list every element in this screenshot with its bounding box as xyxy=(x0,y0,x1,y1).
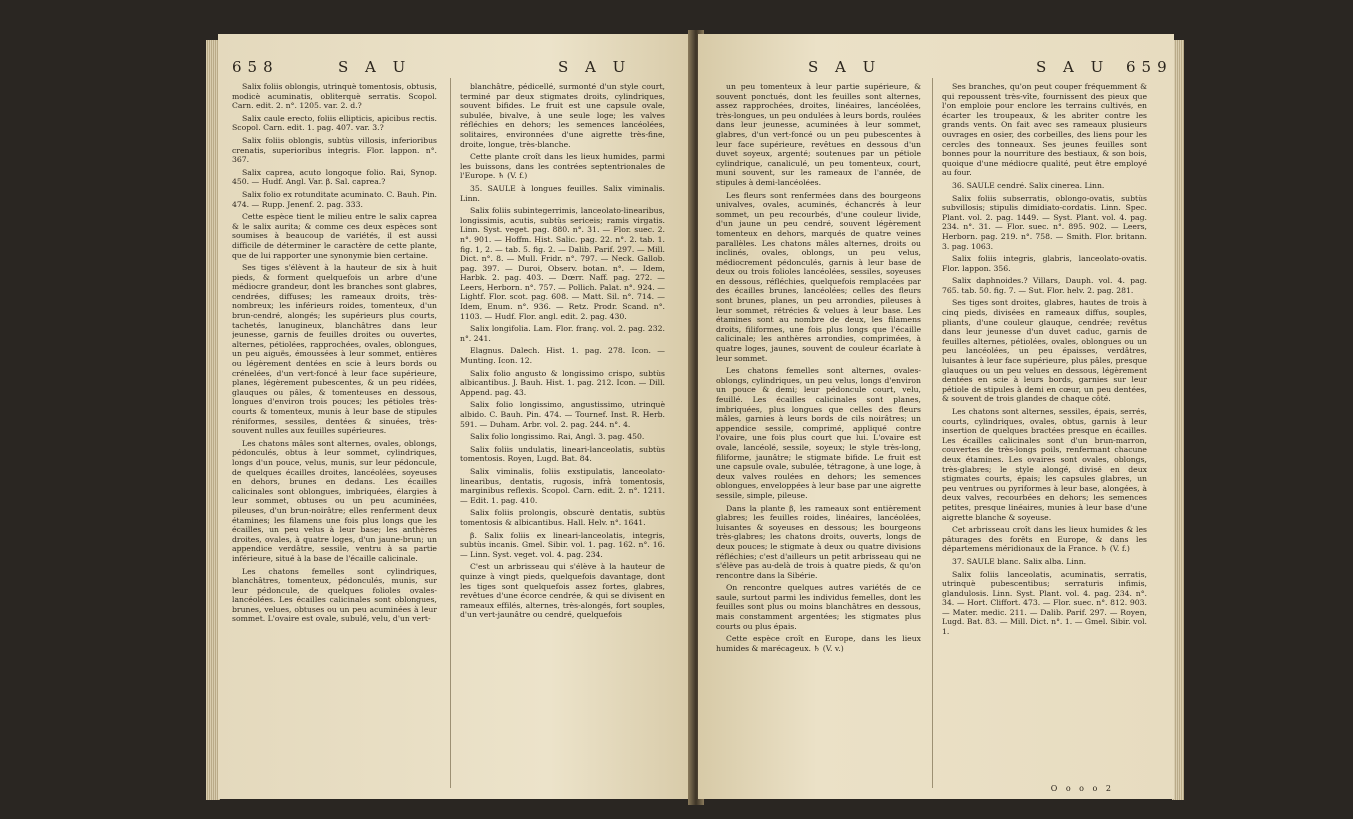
paragraph: blanchâtre, pédicellé, surmonté d'un style court, terminé par deux stigmates droits, cylindriques, souvent bifides. Le fruit est une capsule ovale, subulée, bivalve, à une seule loge; les valves réfléchies en dehors; les semences lancéolées, solitaires, environnées d'une aigrette très-fine, droite, longue, très-blanche. xyxy=(460,82,665,149)
column-rule xyxy=(932,78,933,788)
paragraph: Salix caule erecto, foliis ellipticis, apicibus rectis. Scopol. Carn. edit. 1. pag. 407. var. 3.? xyxy=(232,113,437,133)
right-column-1 xyxy=(716,82,921,787)
paragraph: Salix folio ex rotunditate acuminato. C. Bauh. Pin. 474. — Rupp. Jenenf. 2. pag. 333. xyxy=(232,189,437,209)
paragraph: un peu tomenteux à leur partie supérieure, & souvent ponctués, dont les feuilles sont alternes, assez rapprochées, droites, linéaires, lancéolées, très-longues, un peu ondulées à leurs bords, roulées dans leur jeunesse, acuminées à leur sommet, glabres, d'un vert-foncé ou un peu pubescentes à leur face supérieure, revêtues en dessous d'un duvet soyeux, argenté; soutenues par un pétiole cylindrique, canaliculé, un peu tomenteux, court, muni souvent, sur les rameaux de l'année, de stipules à demi-lancéolées. xyxy=(716,82,921,187)
paragraph: Les chatons femelles sont cylindriques, blanchâtres, tomenteux, pédonculés, munis, sur leur pédoncule, de quelques folioles ovales-lancéolées. Les écailles calicinales sont oblongues, brunes, velues, obtuses ou un peu acuminées à leur sommet. L'ovaire est ovale, subulé, velu, d'un vert- xyxy=(232,566,437,624)
paragraph: Salix foliis integris, glabris, lanceolato-ovatis. Flor. lappon. 356. xyxy=(942,254,1147,273)
right-page-number: 659 xyxy=(1126,58,1173,76)
paragraph: Salix foliis subserratis, oblongo-ovatis, subtùs subvillosis; stipulis dimidiato-cordatis. Linn. Spec. Plant. vol. 2. pag. 1449. — Syst. Plant. vol. 4. pag. 234. n°. 31. — Flor. suec. n°. 895. 902. — Leers, Herborn. pag. 219. n°. 758. — Smith. Flor. britann. 3. pag. 1063. xyxy=(942,193,1147,251)
paragraph: 35. SAULE à longues feuilles. Salix viminalis. Linn. xyxy=(460,183,665,203)
signature-mark: O o o o 2 xyxy=(1050,784,1114,793)
paragraph: Les chatons mâles sont alternes, ovales, oblongs, pédonculés, obtus à leur sommet, cylindriques, longs d'un pouce, velus, munis, sur leur pédoncule, de quelques écailles droites, lancéolées, soyeuses en dehors, brunes en dedans. Les écailles calicinales sont oblongues, imbriquées, élargies à leur sommet, obtuses ou un peu acuminées, pileuses, d'un brun-noirâtre; elles renferment deux étamines; les filamens une fois plus longs que les écailles, un peu velus à leur base; les anthères droites, ovales, à quatre loges, d'un jaune-brun; un appendice verdâtre, sessile, ventru à sa partie inférieure, situé à la base de l'écaille calicinale. xyxy=(232,438,437,563)
column-rule xyxy=(450,78,451,788)
paragraph: 36. SAULE cendré. Salix cinerea. Linn. xyxy=(952,180,1105,190)
paragraph: Salix foliis prolongis, obscurè dentatis, subtùs tomentosis & albicantibus. Hall. Helv. n°. 1641. xyxy=(460,508,665,527)
paragraph: Ses tiges s'élèvent à la hauteur de six à huit pieds, & forment quelquefois un arbre d'une médiocre grandeur, dont les branches sont glabres, cendrées, diffuses; les rameaux droits, très-nombreux; les inférieurs roides, tomenteux, d'un brun-cendré, alongés; les supérieurs plus courts, tachetés, lanugineux, blanchâtres dans leur jeunesse, garnis de feuilles droites ou ouvertes, alternes, pétiolées, rapprochées, ovales, oblongues, un peu aiguës, émoussées à leur sommet, entières ou légèrement dentées en scie à leurs bords ou crénelées, d'un vert-foncé à leur face supérieure, planes, légèrement pubescentes, & un peu ridées, glauques ou pâles, & tomenteuses en dessous, longues d'environ trois pouces; les pétioles très-courts & tomenteux, munis à leur base de stipules réniformes, sessiles, dentées & sinuées, très-souvent nulles aux feuilles supérieures. xyxy=(232,263,437,436)
paragraph: Salix foliis lanceolatis, acuminatis, serratis, utrinquè pubescentibus; serraturis infimis, glandulosis. Linn. Syst. Plant. vol. 4. pag. 234. n°. 34. — Hort. Cliffort. 473. — Flor. suec. n°. 812. 903. — Mater. medic. 211. — Dalib. Parif. 297. — Royen, Lugd. Bat. 83. — Mill. Dict. n°. 1. — Gmel. Sibir. vol. 1. xyxy=(942,569,1147,637)
paragraph: Les fleurs sont renfermées dans des bourgeons univalves, ovales, acuminés, échancrés à leur sommet, un peu recourbés, d'une couleur livide, d'un jaune un peu cendré, souvent légèrement tomenteux en dehors, marqués de quatre veines parallèles. Les chatons mâles alternes, droits ou inclinés, ovales, oblongs, un peu velus, médiocrement pédonculés, garnis à leur base de deux ou trois folioles lancéolées, sessiles, soyeuses en dessous, réfléchies, quelquefois remplacées par des écailles brunes, lancéolées; celles des fleurs sont brunes, planes, un peu arrondies, pileuses à leur sommet, rétrécies & velues à leur base. Les étamines sont au nombre de deux, les filamens droits, filiformes, une fois plus longs que l'écaille calicinale; les anthères arrondies, comprimées, à quatre loges, jaunes, souvent de couleur écarlate à leur sommet. xyxy=(716,190,921,363)
paragraph: Salix folio angusto & longissimo crispo, subtùs albicantibus. J. Bauh. Hist. 1. pag. 212. Icon. — Dill. Append. pag. 43. xyxy=(460,368,665,397)
paragraph: Salix folio longissimo, angustissimo, utrinquè albido. C. Bauh. Pin. 474. — Tournef. Inst. R. Herb. 591. — Duham. Arbr. vol. 2. pag. 244. n°. 4. xyxy=(460,400,665,429)
paragraph: Dans la plante β, les rameaux sont entièrement glabres; les feuilles roides, linéaires, lancéolées, luisantes & soyeuses en dessous; les bourgeons très-glabres; les chatons droits, ouverts, longs de deux pouces; le stigmate à deux ou quatre divisions réfléchies; c'est d'ailleurs un petit arbrisseau qui ne s'élève pas au-delà de trois à quatre pieds, & qu'on rencontre dans la Sibérie. xyxy=(716,503,921,580)
right-running-head: S A U xyxy=(808,58,882,76)
paragraph: Salix viminalis, foliis exstipulatis, lanceolato-linearibus, dentatis, rugosis, infrà tomentosis, marginibus reflexis. Scopol. Carn. edit. 2. n°. 1211. — Edit. 1. pag. 410. xyxy=(460,466,665,505)
left-column-1 xyxy=(232,82,437,787)
paragraph: Salix longifolia. Lam. Flor. franç. vol. 2. pag. 232. n°. 241. xyxy=(460,324,665,343)
paragraph: On rencontre quelques autres variétés de ce saule, surtout parmi les individus femelles, dont les feuilles sont plus ou moins blanchâtres en dessous, mais constamment argentées; les stigmates plus courts ou plus épais. xyxy=(716,583,921,631)
paragraph: Salix foliis oblongis, subtùs villosis, inferioribus crenatis, superioribus integris. Flor. lappon. n°. 367. xyxy=(232,135,437,165)
paragraph: Ses branches, qu'on peut couper fréquemment & qui repoussent très-vîte, fournissent des pieux que l'on emploie pour enclore les terrains cultivés, en écarter les troupeaux, & les abriter contre les grands vents. On fait avec ses rameaux plusieurs ouvrages en osier, des corbeilles, des liens pour les cercles des tonneaux. Ses jeunes feuilles sont bonnes pour la nourriture des bestiaux, & son bois, quoique d'une médiocre qualité, peut être employé au four. xyxy=(942,82,1147,178)
paragraph: β. Salix foliis ex lineari-lanceolatis, integris, subtùs incanis. Gmel. Sibir. vol. 1. pag. 162. n°. 16. — Linn. Syst. veget. vol. 4. pag. 234. xyxy=(460,530,665,559)
right-running-head-2: S A U xyxy=(1036,58,1110,76)
paragraph: Salix foliis subintegerrimis, lanceolato-linearibus, longissimis, acutis, subtùs sericeis; ramis virgatis. Linn. Syst. veget. pag. 880. n°. 31. — Flor. suec. 2. n°. 901. — Hoffm. Hist. Salic. pag. 22. n°. 2. tab. 1. fig. 1, 2. — tab. 5. fig. 2. — Dalib. Parif. 297. — Mill. Dict. n°. 8. — Mull. Fridr. n°. 797. — Neck. Gallob. pag. 397. — Duroi, Observ. botan. n°. — Idem, Harbk. 2. pag. 403. — Dœrr. Naff. pag. 272. — Leers, Herborn. n°. 757. — Pollich. Palat. n°. 924. — Lightf. Flor. scot. pag. 608. — Matt. Sil. n°. 714. — Idem, Enum. n°. 936. — Retz. Prodr. Scand. n°. 1103. — Hudf. Flor. angl. edit. 2. pag. 430. xyxy=(460,206,665,321)
left-page xyxy=(218,34,692,799)
paragraph: Ses tiges sont droites, glabres, hautes de trois à cinq pieds, divisées en rameaux diffus, souples, pliants, d'une couleur glauque, cendrée; revêtus dans leur jeunesse d'un duvet caduc, garnis de feuilles alternes, pétiolées, ovales, oblongues ou un peu lancéolées, un peu épaisses, verdâtres, luisantes à leur face supérieure, plus pâles, presque glauques ou un peu velues en dessous, légèrement dentées en scie à leurs bords, garnies sur leur pétiole de stipules à demi en cœur, un peu dentées, & souvent de trois glandes de chaque côté. xyxy=(942,298,1147,404)
paragraph: Salix foliis oblongis, utrinquè tomentosis, obtusis, modicè acuminatis, obliterquè serratis. Scopol. Carn. edit. 2. n°. 1205. var. 2. d.? xyxy=(232,82,437,111)
left-running-head-2: S A U xyxy=(558,58,632,76)
paragraph: 37. SAULE blanc. Salix alba. Linn. xyxy=(952,556,1087,566)
paragraph: Les chatons sont alternes, sessiles, épais, serrés, courts, cylindriques, ovales, obtus, garnis à leur insertion de quelques bractées presque en écailles. Les écailles calicinales sont d'un brun-marron, couvertes de très-longs poils, renfermant chacune deux étamines. Les ovaires sont ovales, oblongs, très-glabres; le style alongé, divisé en deux stigmates courts, épais; les capsules glabres, un peu ventrues ou pyriformes à leur base, alongées, à deux valves, recourbées en dehors; les semences petites, presque linéaires, munies à leur base d'une aigrette blanche & soyeuse. xyxy=(942,407,1147,522)
paragraph: Cette espèce tient le milieu entre le salix caprea & le salix aurita; & comme ces deux espèces sont soumises à beaucoup de variétés, il est aussi difficile de déterminer le caractère de cette plante, que de lui rapporter une synonymie bien certaine. xyxy=(232,212,437,260)
paragraph: Les chatons femelles sont alternes, ovales-oblongs, cylindriques, un peu velus, longs d'environ un pouce & demi; leur pédoncule court, velu, feuillé. Les écailles calicinales sont planes, imbriquées, plus longues que celles des fleurs mâles, garnies à leurs bords de cils noirâtres; un appendice sessile, comprimé, appliqué contre l'ovaire, une fois plus court que lui. L'ovaire est ovale, lancéolé, sessile, soyeux; le style très-long, filiforme, jaunâtre; le stigmate bifide. Le fruit est une capsule ovale, subulée, tétragone, à une loge, à deux valves roulées en dehors; les semences oblongues, enveloppées à leur base par une aigrette sessile, simple, pileuse. xyxy=(716,366,921,500)
paragraph: C'est un arbrisseau qui s'élève à la hauteur de quinze à vingt pieds, quelquefois davantage, dont les tiges sont quelquefois assez fortes, glabres, revêtues d'une écorce cendrée, & qui se divisent en rameaux effilés, alternes, très-alongés, fort souples, d'un vert-jaunâtre ou cendré, quelquefois xyxy=(460,562,665,620)
right-page xyxy=(698,34,1174,799)
paragraph: Salix caprea, acuto longoque folio. Rai, Synop. 450. — Hudf. Angl. Var. β. Sal. caprea.? xyxy=(232,167,437,187)
paragraph: Cette espèce croît en Europe, dans les lieux humides & marécageux. ♄ (V. v.) xyxy=(716,634,921,653)
paragraph: Salix daphnoides.? Villars, Dauph. vol. 4. pag. 765. tab. 50. fig. 7. — Sut. Flor. helv. 2. pag. 281. xyxy=(942,276,1147,295)
paragraph: Cette plante croît dans les lieux humides, parmi les buissons, dans les contrées septentrionales de l'Europe. ♄ (V. f.) xyxy=(460,152,665,181)
paragraph: Elagnus. Dalech. Hist. 1. pag. 278. Icon. — Munting. Icon. 12. xyxy=(460,346,665,366)
right-column-2 xyxy=(942,82,1147,787)
left-column-2 xyxy=(460,82,665,787)
paragraph: Salix foliis undulatis, lineari-lanceolatis, subtùs tomentosis. Royen, Lugd. Bat. 84. xyxy=(460,444,665,464)
left-running-head: S A U xyxy=(338,58,412,76)
paragraph: Cet arbrisseau croît dans les lieux humides & les pâturages des forêts en Europe, & dans les départemens méridionaux de la France. ♄ (V. f.) xyxy=(942,525,1147,554)
left-page-number: 658 xyxy=(232,58,279,76)
paragraph: Salix folio longissimo. Rai, Angl. 3. pag. 450. xyxy=(470,432,645,442)
